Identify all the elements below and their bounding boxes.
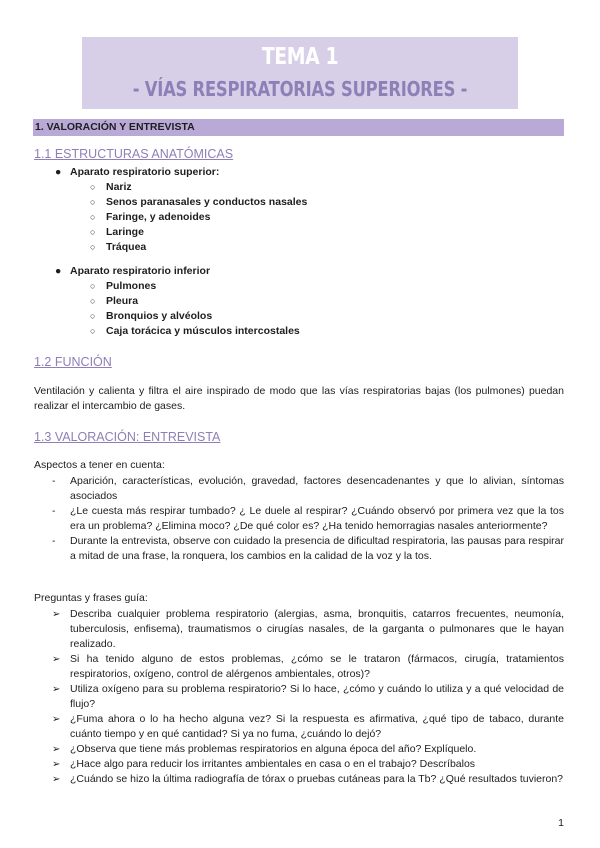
list-item: ○ Nariz — [90, 181, 132, 193]
list-item: ○ Pulmones — [90, 280, 157, 292]
arrow-bullet-icon: ➢ — [52, 654, 61, 665]
dash-icon: - — [52, 535, 56, 547]
list-item: ○ Pleura — [90, 295, 139, 307]
dash-icon: - — [52, 505, 56, 517]
list-item: - Aparición, características, evolución, gravedad, factores desencadenantes y que lo alivian, síntomas asociados — [52, 475, 564, 502]
circle-bullet-icon: ○ — [90, 197, 96, 207]
list-item: ○ Laringe — [90, 226, 144, 238]
subsection-heading-anatomy: 1.1 ESTRUCTURAS ANATÓMICAS — [34, 147, 234, 161]
circle-bullet-icon: ○ — [90, 227, 96, 237]
aspects-list — [34, 474, 564, 564]
title-banner — [82, 37, 518, 109]
page-number: 1 — [558, 817, 564, 829]
arrow-bullet-icon: ➢ — [52, 744, 61, 755]
page-title: TEMA 1 — [261, 44, 339, 70]
list-item: ➢ ¿Hace algo para reducir los irritantes ambientales en casa o en el trabajo? Descríbalos — [52, 758, 476, 770]
anatomy-list-lower — [34, 264, 300, 339]
questions-list — [34, 607, 564, 787]
bullet-icon: ● — [55, 166, 62, 178]
arrow-bullet-icon: ➢ — [52, 774, 61, 785]
list-item: - ¿Le cuesta más respirar tumbado? ¿ Le duele al respirar? ¿Cuándo observó por primera vez que la tos era un problema? ¿Elimina moco? ¿De qué color es? ¿Ha tenido hemorragias nasales anteriormente? — [52, 505, 564, 532]
section-heading-bar — [33, 119, 564, 136]
list-item: - Durante la entrevista, observe con cuidado la presencia de dificultad respiratoria, las pausas para respirar a mitad de una frase, la ronquera, los cambios en la calidad de la voz y la tos. — [52, 535, 564, 562]
subsection-heading-interview: 1.3 VALORACIÓN: ENTREVISTA — [34, 430, 221, 444]
list-item: ○ Caja torácica y músculos intercostales — [90, 325, 300, 337]
aspects-intro: Aspectos a tener en cuenta: — [34, 459, 165, 471]
circle-bullet-icon: ○ — [90, 296, 96, 306]
list-item: ● Aparato respiratorio inferior — [55, 265, 211, 277]
list-item: ● Aparato respiratorio superior: — [55, 166, 220, 178]
list-item: ○ Faringe, y adenoides — [90, 211, 211, 223]
arrow-bullet-icon: ➢ — [52, 609, 61, 620]
circle-bullet-icon: ○ — [90, 182, 96, 192]
dash-icon: - — [52, 475, 56, 487]
list-item: ➢ Describa cualquier problema respiratorio (alergias, asma, bronquitis, catarros frecuentes, neumonía, tuberculosis, enfisema), traumatismos o cirugías nasales, de la garganta o pulmonares que le hayan realizado. — [52, 608, 564, 650]
arrow-bullet-icon: ➢ — [52, 714, 61, 725]
list-item: ➢ Si ha tenido alguno de estos problemas, ¿cómo se le trataron (fármacos, cirugía, tratamientos respiratorios, oxígeno, control de alérgenos ambientales, otros)? — [52, 653, 564, 680]
anatomy-list-upper — [34, 165, 307, 255]
list-item: ➢ Utiliza oxígeno para su problema respiratorio? Si lo hace, ¿cómo y cuándo lo utiliza y a qué velocidad de flujo? — [52, 683, 564, 710]
bullet-icon: ● — [55, 265, 62, 277]
list-item: ○ Bronquios y alvéolos — [90, 310, 213, 322]
arrow-bullet-icon: ➢ — [52, 759, 61, 770]
list-item: ○ Senos paranasales y conductos nasales — [90, 196, 308, 208]
questions-intro: Preguntas y frases guía: — [34, 592, 148, 604]
arrow-bullet-icon: ➢ — [52, 684, 61, 695]
list-item: ➢ ¿Fuma ahora o lo ha hecho alguna vez? Si la respuesta es afirmativa, ¿qué tipo de tabaco, durante cuánto tiempo y en qué cantidad? Si ya no fuma, ¿cuándo lo dejó? — [52, 713, 564, 740]
page-subtitle: - VÍAS RESPIRATORIAS SUPERIORES - — [132, 77, 468, 101]
circle-bullet-icon: ○ — [90, 242, 96, 252]
list-item: ➢ ¿Observa que tiene más problemas respiratorios en alguna época del año? Explíquelo. — [52, 743, 477, 755]
circle-bullet-icon: ○ — [90, 212, 96, 222]
list-item: ➢ ¿Cuándo se hizo la última radiografía de tórax o pruebas cutáneas para la Tb? ¿Qué resultados tuvieron? — [52, 773, 564, 785]
circle-bullet-icon: ○ — [90, 281, 96, 291]
circle-bullet-icon: ○ — [90, 326, 96, 336]
function-paragraph: Ventilación y calienta y filtra el aire inspirado de modo que las vías respiratorias bajas (los pulmones) puedan realizar el intercambio de gases. — [34, 385, 564, 412]
section-heading: 1. VALORACIÓN Y ENTREVISTA — [35, 121, 195, 133]
circle-bullet-icon: ○ — [90, 311, 96, 321]
subsection-heading-function: 1.2 FUNCIÓN — [34, 355, 112, 369]
list-item: ○ Tráquea — [90, 241, 147, 253]
